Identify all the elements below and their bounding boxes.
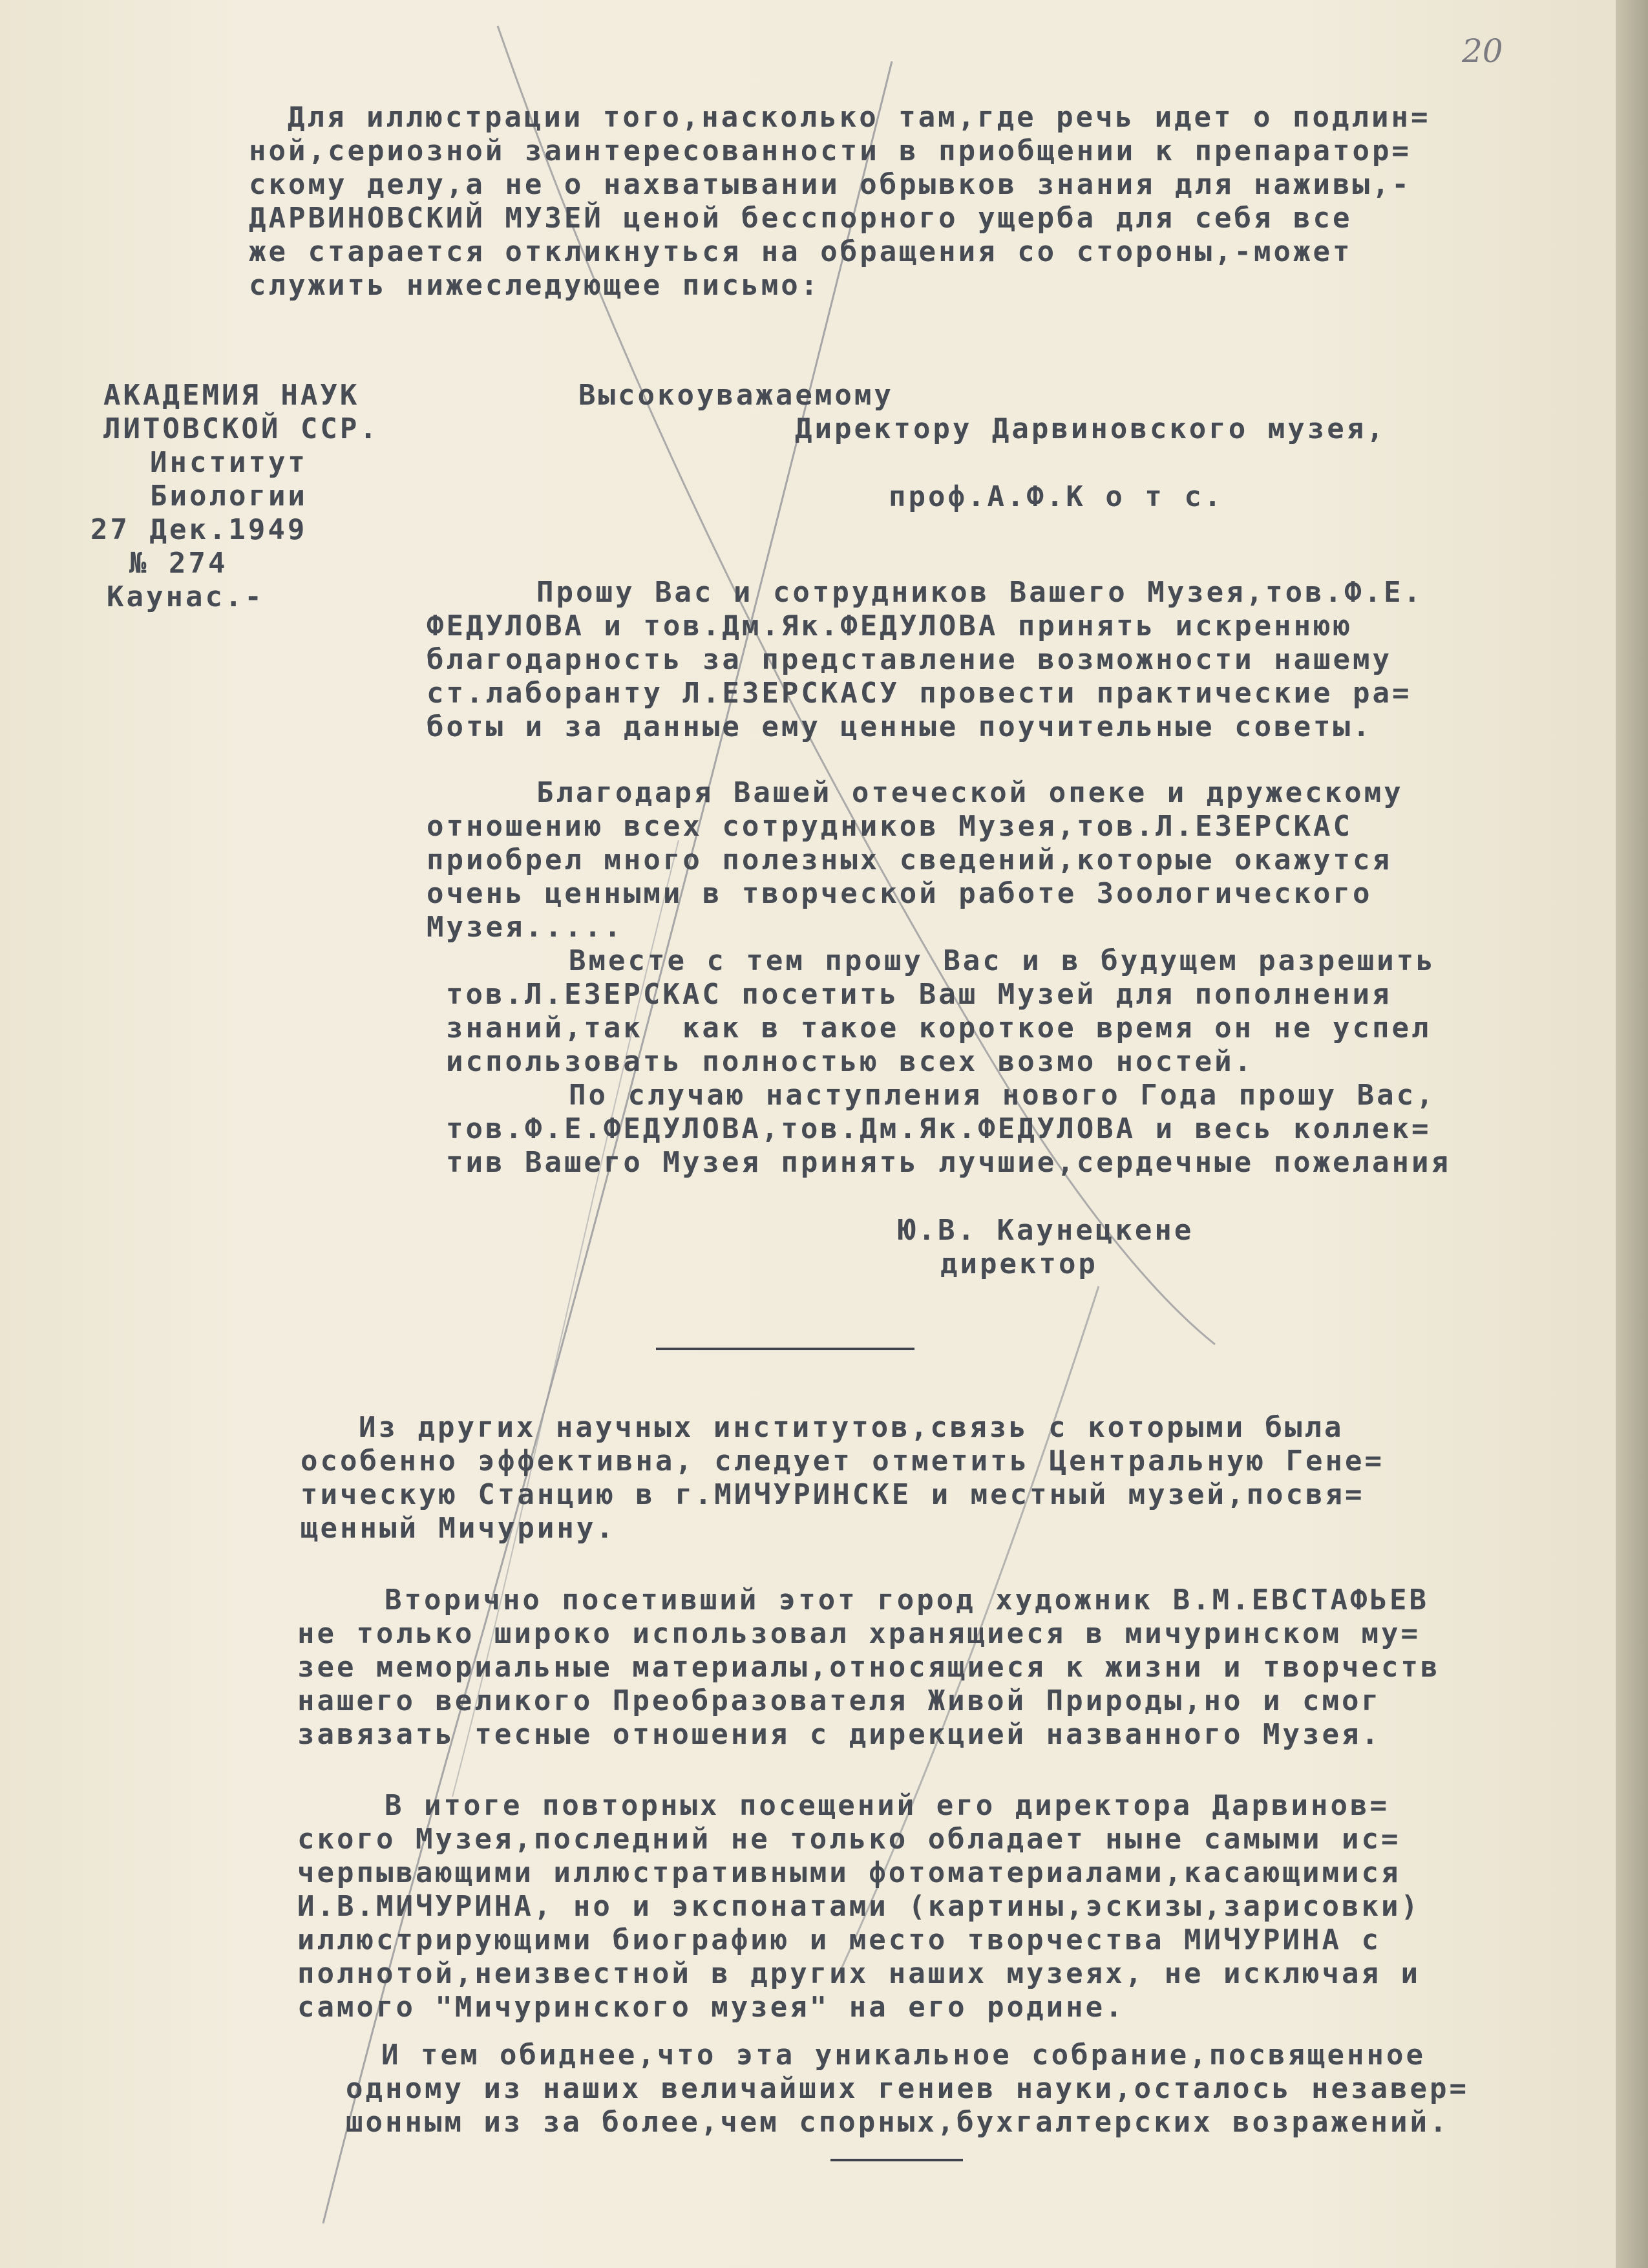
text-line: очень ценными в творческой работе Зоологического [427,877,1373,910]
text-line: ФЕДУЛОВА и тов.Дм.Як.ФЕДУЛОВА принять искреннюю [427,609,1353,642]
section-divider [656,1348,914,1350]
addressee-line: Высокоуважаемому [578,379,894,412]
sender-city: Каунас.- [107,580,264,613]
text-line: одному из наших величайших гениев науки,осталось незавер= [346,2072,1469,2105]
sender-line: АКАДЕМИЯ НАУК [103,379,360,412]
text-line: скому делу,а не о нахватывании обрывков знания для наживы,- [249,168,1411,201]
signatory-name: Ю.В. Каунецкене [898,1214,1194,1247]
text-line: использовать полностью всех возмо ностей. [446,1045,1254,1078]
text-line: Прошу Вас и сотрудников Вашего Музея,тов.Ф.Е. [536,576,1424,609]
page-number: 20 [1462,32,1503,70]
text-line: ст.лаборанту Л.ЕЗЕРСКАСУ провести практические ра= [427,677,1412,710]
text-line: Из других научных институтов,связь с которыми была [359,1411,1344,1444]
addressee-line: проф.А.Ф.К о т с. [889,480,1224,513]
text-line: самого "Мичуринского музея" на его родине. [297,1991,1125,2024]
sender-line: Биологии [150,480,308,513]
sender-number: № 274 [129,547,228,580]
text-line: приобрел много полезных сведений,которые окажутся [427,843,1393,876]
text-line: особенно эффективна, следует отметить Центральную Гене= [301,1445,1384,1478]
text-line: Благодаря Вашей отеческой опеке и дружескому [536,776,1404,809]
text-line: И.В.МИЧУРИНА, но и экспонатами (картины,эскизы,зарисовки) [297,1890,1421,1923]
text-line: нашего великого Преобразователя Живой Природы,но и смог [297,1684,1381,1717]
text-line: По случаю наступления нового Года прошу Вас, [569,1079,1436,1112]
text-line: Музея..... [427,911,624,944]
text-line: иллюстрирующими биографию и место творчества МИЧУРИНА с [297,1924,1381,1956]
text-line: тическую Станцию в г.МИЧУРИНСКЕ и местный музей,посвя= [301,1478,1365,1511]
text-line: зее мемориальные материалы,относящиеся к жизни и творчеств [297,1651,1441,1684]
text-line: служить нижеследующее письмо: [249,269,821,302]
text-line: благодарность за представление возможности нашему [427,643,1393,676]
text-line: ной,сериозной заинтересованности в приобщении к препаратор= [249,134,1411,167]
text-line: тив Вашего Музея принять лучшие,сердечные пожелания [446,1146,1452,1179]
text-line: черпывающими иллюстративными фотоматериалами,касающимися [297,1856,1401,1889]
text-line: Для иллюстрации того,насколько там,где речь идет о подлин= [288,101,1431,134]
text-line: завязать тесные отношения с дирекцией названного Музея. [297,1718,1381,1751]
addressee-line: Директору Дарвиновского музея, [795,412,1386,445]
text-line: Вместе с тем прошу Вас и в будущем разрешить [569,944,1436,977]
text-line: щенный Мичурину. [301,1512,616,1545]
closing-divider [830,2159,963,2161]
sender-line: ЛИТОВСКОЙ ССР. [103,412,379,445]
text-line: шонным из за более,чем спорных,бухгалтерских возражений. [346,2106,1450,2139]
text-line: Вторично посетивший этот город художник В.М.ЕВСТАФЬЕВ [385,1584,1429,1616]
text-line: полнотой,неизвестной в других наших музеях, не исключая и [297,1957,1421,1990]
text-line: В итоге повторных посещений его директора Дарвинов= [385,1789,1390,1822]
text-line: ского Музея,последний не только обладает ныне самыми ис= [297,1823,1401,1856]
signatory-title: директор [940,1247,1098,1280]
sender-date: 27 Дек.1949 [90,513,308,546]
sender-line: Институт [150,446,308,479]
text-line: тов.Л.ЕЗЕРСКАС посетить Ваш Музей для пополнения [446,978,1392,1011]
text-line: И тем обиднее,что эта уникальное собрание,посвященное [381,2039,1426,2072]
text-line: боты и за данные ему ценные поучительные советы. [427,710,1373,743]
text-line: тов.Ф.Е.ФЕДУЛОВА,тов.Дм.Як.ФЕДУЛОВА и весь коллек= [446,1112,1431,1145]
text-line: знаний,так как в такое короткое время он не успел [446,1012,1431,1044]
text-line: же старается откликнуться на обращения со стороны,-может [249,235,1353,268]
text-line: отношению всех сотрудников Музея,тов.Л.ЕЗЕРСКАС [427,810,1353,843]
text-line: ДАРВИНОВСКИЙ МУЗЕЙ ценой бесспорного ущерба для себя все [249,202,1353,235]
text-line: не только широко использовал хранящиеся в мичуринском му= [297,1617,1421,1650]
